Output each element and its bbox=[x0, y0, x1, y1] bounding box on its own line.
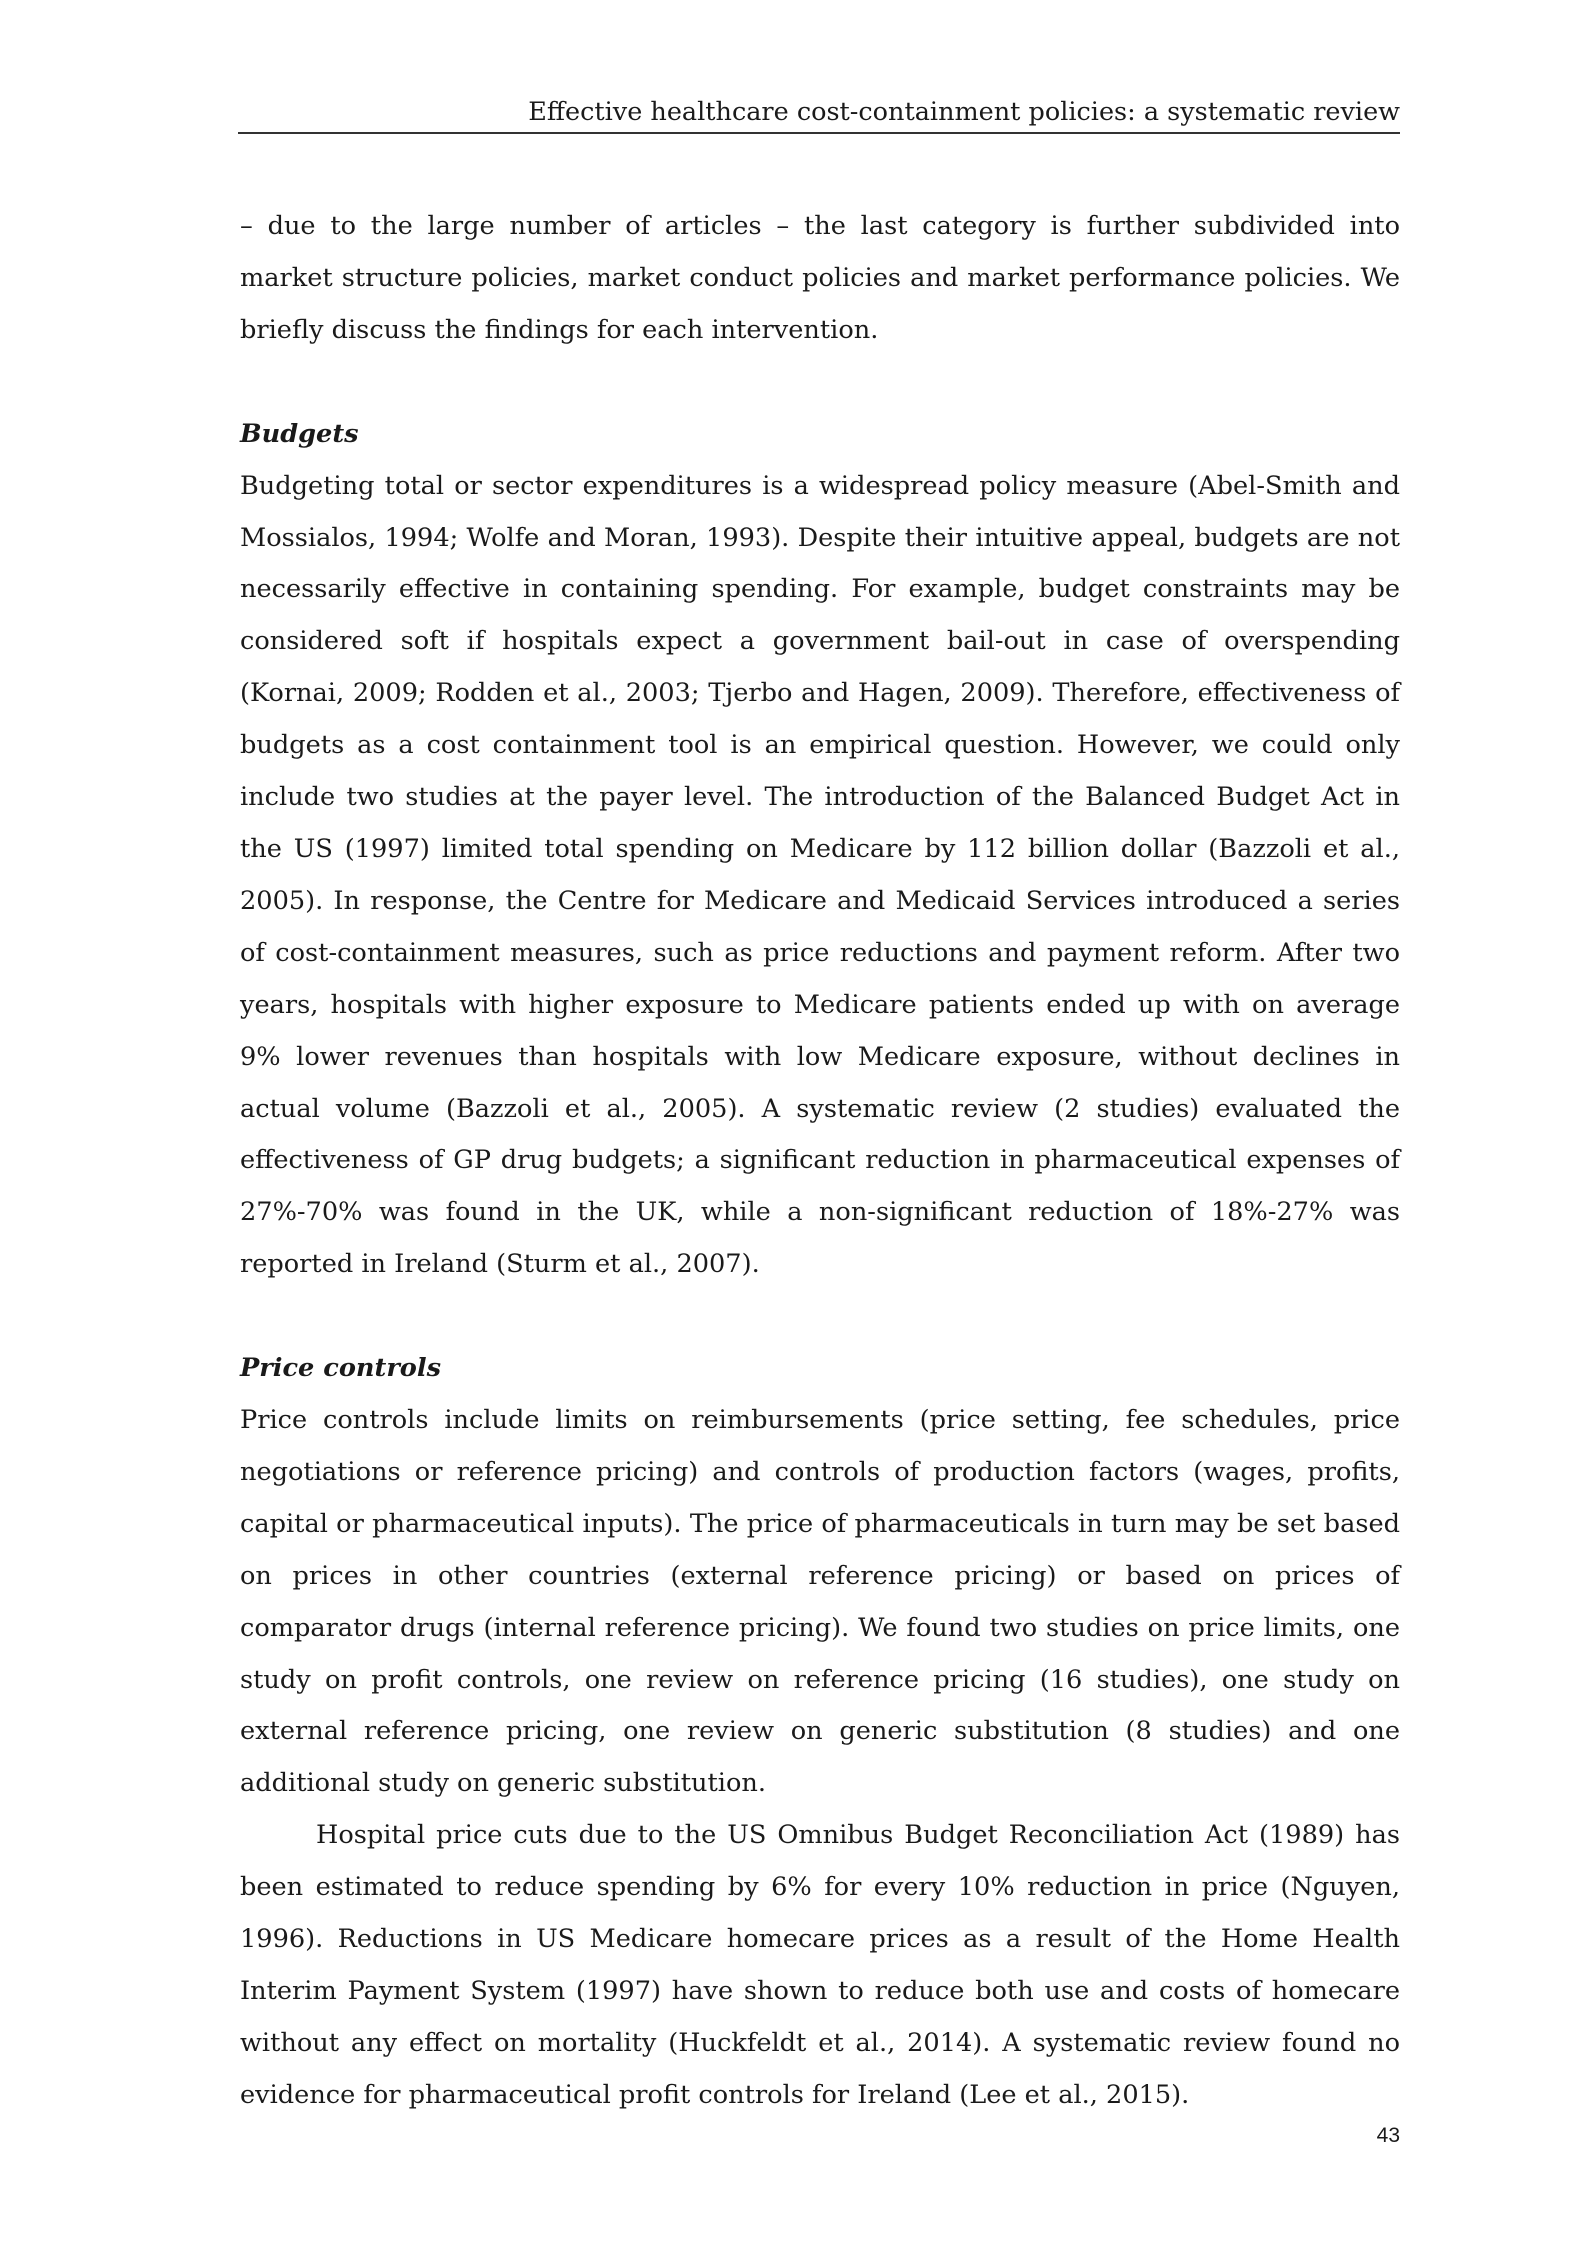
section-budgets bbox=[240, 409, 1400, 1291]
page-number: 43 bbox=[1376, 2124, 1400, 2147]
section-heading-price-controls: Price controls bbox=[240, 1353, 442, 1384]
intro-paragraph: – due to the large number of articles – the last category is further subdivided into market structure policies, market conduct policies and market performance policies. We briefly discuss the findings for each intervention. bbox=[240, 211, 1400, 345]
budgets-paragraph: Budgeting total or sector expenditures is a widespread policy measure (Abel-Smith and Mossialos, 1994; Wolfe and Moran, 1993). Despite their intuitive appeal, budgets are not necessarily effective in containing spending. For example, budget constraints may be considered soft if hospitals expect a government bail-out in case of overspending (Kornai, 2009; Rodden et al., 2003; Tjerbo and Hagen, 2009). Therefore, effectiveness of budgets as a cost containment tool is an empirical question. However, we could only include two studies at the payer level. The introduction of the Balanced Budget Act in the US (1997) limited total spending on Medicare by 112 billion dollar (Bazzoli et al., 2005). In response, the Centre for Medicare and Medicaid Services introduced a series of cost-containment measures, such as price reductions and payment reform. After two years, hospitals with higher exposure to Medicare patients ended up with on average 9% lower revenues than hospitals with low Medicare exposure, without declines in actual volume (Bazzoli et al., 2005). A systematic review (2 studies) evaluated the effectiveness of GP drug budgets; a significant reduction in pharmaceutical expenses of 27%-70% was found in the UK, while a non-significant reduction of 18%-27% was reported in Ireland (Sturm et al., 2007). bbox=[240, 470, 1400, 1280]
price-controls-paragraph-2: Hospital price cuts due to the US Omnibus Budget Reconciliation Act (1989) has been estimated to reduce spending by 6% for every 10% reduction in price (Nguyen, 1996). Reductions in US Medicare homecare prices as a result of the Home Health Interim Payment System (1997) have shown to reduce both use and costs of homecare without any effect on mortality (Huckfeldt et al., 2014). A systematic review found no evidence for pharmaceutical profit controls for Ireland (Lee et al., 2015). bbox=[240, 1820, 1400, 2110]
body-text bbox=[240, 201, 1400, 2122]
section-heading-budgets: Budgets bbox=[240, 418, 359, 449]
price-controls-paragraph-1: Price controls include limits on reimbursements (price setting, fee schedules, price negotiations or reference pricing) and controls of production factors (wages, profits, capital or pharmaceutical inputs). The price of pharmaceuticals in turn may be set based on prices in other countries (external reference pricing) or based on prices of comparator drugs (internal reference pricing). We found two studies on price limits, one study on profit controls, one review on reference pricing (16 studies), one study on external reference pricing, one review on generic substitution (8 studies) and one additional study on generic substitution. bbox=[240, 1405, 1400, 1799]
section-price-controls bbox=[240, 1343, 1400, 2122]
running-header bbox=[238, 92, 1400, 134]
running-header-title: Effective healthcare cost-containment policies: a systematic review bbox=[528, 97, 1400, 127]
